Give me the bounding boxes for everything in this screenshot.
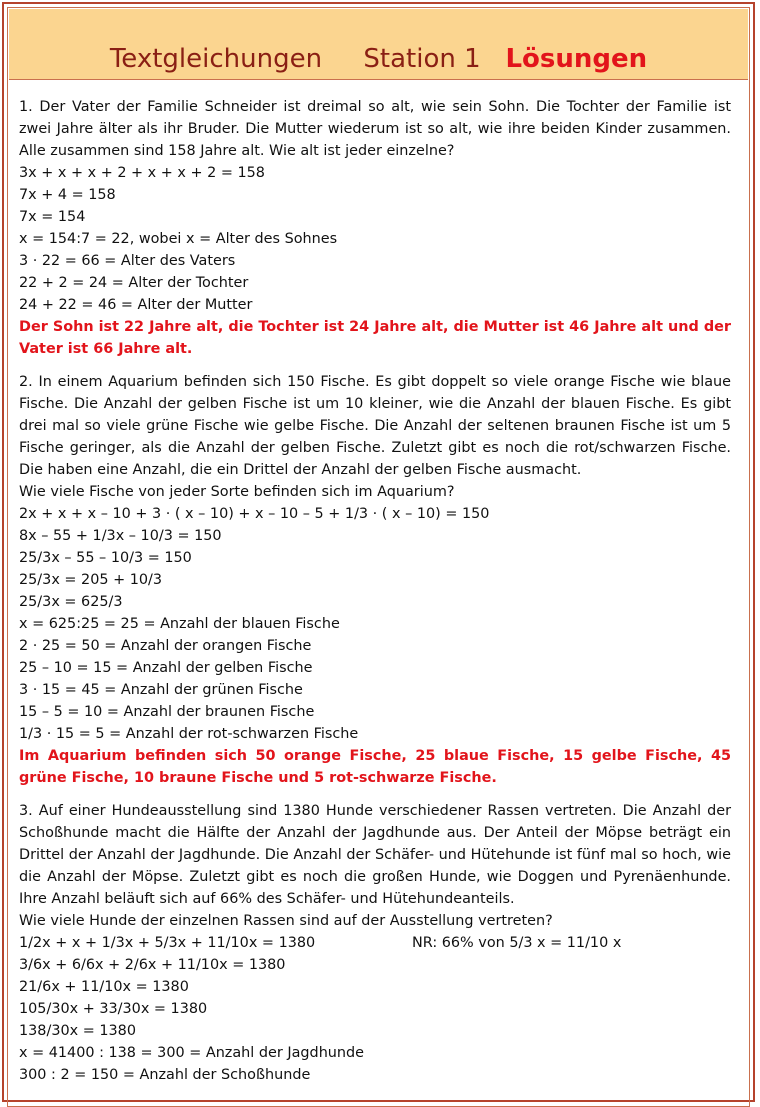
- solutions-label: Lösungen: [505, 44, 648, 74]
- task-2-text: 2. In einem Aquarium befinden sich 150 Fische. Es gibt doppelt so viele orange Fische wie blaue Fische. Die Anzahl der gelben Fische ist um 10 kleiner, wie die Anzahl der blauen Fische. Es gibt drei mal so viele grüne Fische wie gelbe Fische. Die Anzahl der seltenen braunen Fische ist um 5 Fische geringer, als die Anzahl der gelben Fische. Zuletzt gibt es noch die rot/schwarzen Fische. Die haben eine Anzahl, die ein Drittel der Anzahl der gelben Fische ausmacht.: [19, 374, 731, 478]
- task-3-question: Wie viele Hunde der einzelnen Rassen sind auf der Ausstellung vertreten?: [19, 913, 553, 929]
- station-label: Station 1: [363, 44, 481, 74]
- task-2-answer: Im Aquarium befinden sich 50 orange Fische, 25 blaue Fische, 15 gelbe Fische, 45 grüne Fische, 10 braune Fische und 5 rot-schwarze Fische.: [19, 748, 731, 786]
- title-text: Textgleichungen: [109, 44, 323, 74]
- task-3: [19, 800, 731, 1086]
- equation-line: 3/6x + 6/6x + 2/6x + 11/10x = 1380: [19, 957, 286, 973]
- equation-line: 3x + x + x + 2 + x + x + 2 = 158: [19, 165, 265, 181]
- equation-line: 24 + 22 = 46 = Alter der Mutter: [19, 297, 253, 313]
- task-1: [19, 96, 731, 360]
- task-2: [19, 371, 731, 789]
- equation-line: x = 625:25 = 25 = Anzahl der blauen Fische: [19, 616, 340, 632]
- page-title: [9, 44, 748, 74]
- equation-line: [19, 932, 731, 954]
- equation-line: 1/3 · 15 = 5 = Anzahl der rot-schwarzen Fische: [19, 726, 359, 742]
- equation-line: 25/3x = 625/3: [19, 594, 123, 610]
- equation-line: x = 154:7 = 22, wobei x = Alter des Sohnes: [19, 231, 338, 247]
- equation-line: 21/6x + 11/10x = 1380: [19, 979, 189, 995]
- equation-line: 3 · 15 = 45 = Anzahl der grünen Fische: [19, 682, 303, 698]
- equation-line: x = 41400 : 138 = 300 = Anzahl der Jagdhunde: [19, 1045, 365, 1061]
- task-1-answer: Der Sohn ist 22 Jahre alt, die Tochter ist 24 Jahre alt, die Mutter ist 46 Jahre alt und der Vater ist 66 Jahre alt.: [19, 319, 731, 357]
- equation-line: 2x + x + x – 10 + 3 · ( x – 10) + x – 10 – 5 + 1/3 · ( x – 10) = 150: [19, 506, 490, 522]
- equation-line: 25/3x = 205 + 10/3: [19, 572, 163, 588]
- equation-line: 7x = 154: [19, 209, 86, 225]
- equation-line: 15 – 5 = 10 = Anzahl der braunen Fische: [19, 704, 315, 720]
- task-2-question: Wie viele Fische von jeder Sorte befinden sich im Aquarium?: [19, 484, 455, 500]
- equation-line: 25/3x – 55 – 10/3 = 150: [19, 550, 192, 566]
- title-banner: [9, 9, 748, 80]
- equation-line: 25 – 10 = 15 = Anzahl der gelben Fische: [19, 660, 313, 676]
- equation-line: 138/30x = 1380: [19, 1023, 136, 1039]
- equation-line: 8x – 55 + 1/3x – 10/3 = 150: [19, 528, 222, 544]
- side-calculation-note: NR: 66% von 5/3 x = 11/10 x: [412, 935, 622, 951]
- equation-line: 22 + 2 = 24 = Alter der Tochter: [19, 275, 249, 291]
- equation-line: 3 · 22 = 66 = Alter des Vaters: [19, 253, 236, 269]
- equation-line: 105/30x + 33/30x = 1380: [19, 1001, 208, 1017]
- equation-line: 7x + 4 = 158: [19, 187, 116, 203]
- task-3-text: 3. Auf einer Hundeausstellung sind 1380 Hunde verschiedener Rassen vertreten. Die Anzahl der Schoßhunde macht die Hälfte der Anzahl der Jagdhunde aus. Der Anteil der Möpse beträgt ein Drittel der Anzahl der Jagdhunde. Die Anzahl der Schäfer- und Hütehunde ist fünf mal so hoch, wie die Anzahl der Möpse. Zuletzt gibt es noch die großen Hunde, wie Doggen und Pyrenäenhunde. Ihre Anzahl beläuft sich auf 66% des Schäfer- und Hütehundeanteils.: [19, 803, 731, 907]
- equation-first: 1/2x + x + 1/3x + 5/3x + 11/10x = 1380: [19, 935, 316, 951]
- equation-line: 300 : 2 = 150 = Anzahl der Schoßhunde: [19, 1067, 311, 1083]
- task-1-text: 1. Der Vater der Familie Schneider ist dreimal so alt, wie sein Sohn. Die Tochter der Familie ist zwei Jahre älter als ihr Bruder. Die Mutter wiederum ist so alt, wie ihre beiden Kinder zusammen. Alle zusammen sind 158 Jahre alt. Wie alt ist jeder einzelne?: [19, 99, 731, 159]
- equation-line: 2 · 25 = 50 = Anzahl der orangen Fische: [19, 638, 312, 654]
- worksheet-content: [19, 96, 731, 1086]
